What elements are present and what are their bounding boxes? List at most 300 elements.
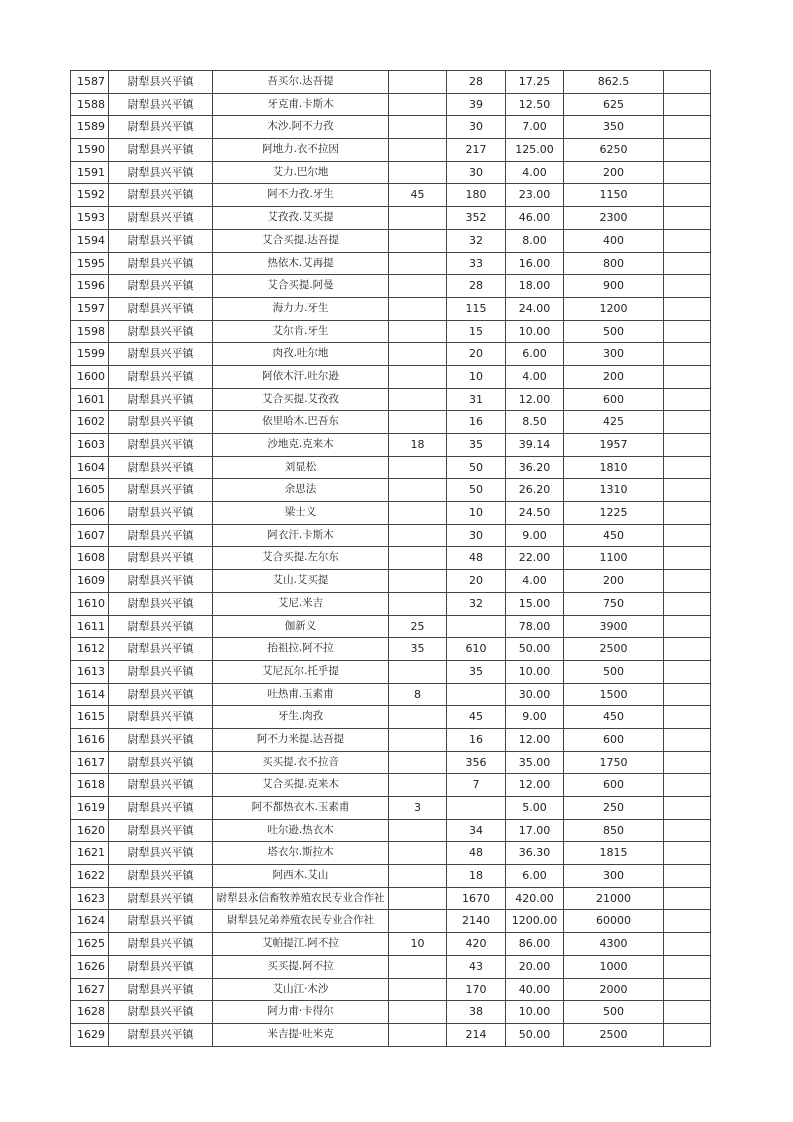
cell-row-number: 1588: [71, 93, 109, 116]
cell-row-number: 1624: [71, 910, 109, 933]
cell-count-a: [389, 570, 447, 593]
cell-remark: [664, 184, 711, 207]
cell-township: 尉犁县兴平镇: [109, 706, 213, 729]
cell-amount: 9.00: [506, 706, 564, 729]
cell-remark: [664, 207, 711, 230]
cell-row-number: 1617: [71, 751, 109, 774]
table-row: [71, 320, 711, 343]
cell-row-number: 1601: [71, 388, 109, 411]
cell-name: 伽新义: [213, 615, 389, 638]
table-row: [71, 887, 711, 910]
table-row: [71, 842, 711, 865]
cell-count-a: [389, 728, 447, 751]
cell-name: 艾尼.米吉: [213, 592, 389, 615]
cell-row-number: 1615: [71, 706, 109, 729]
cell-amount: 16.00: [506, 252, 564, 275]
cell-subsidy: 250: [564, 797, 664, 820]
cell-remark: [664, 955, 711, 978]
cell-name: 吐尔逊.热衣木: [213, 819, 389, 842]
cell-remark: [664, 434, 711, 457]
cell-name: 依里哈木.巴吾东: [213, 411, 389, 434]
cell-count-a: [389, 706, 447, 729]
table-row: [71, 592, 711, 615]
cell-amount: 8.50: [506, 411, 564, 434]
cell-count-b: 34: [447, 819, 506, 842]
cell-amount: 18.00: [506, 275, 564, 298]
cell-township: 尉犁县兴平镇: [109, 161, 213, 184]
cell-township: 尉犁县兴平镇: [109, 1023, 213, 1046]
table-row: [71, 660, 711, 683]
cell-row-number: 1596: [71, 275, 109, 298]
cell-name: 牙生.肉孜: [213, 706, 389, 729]
cell-amount: 17.00: [506, 819, 564, 842]
cell-count-b: 356: [447, 751, 506, 774]
table-row: [71, 411, 711, 434]
cell-name: 阿地力.衣不拉因: [213, 139, 389, 162]
cell-subsidy: 2300: [564, 207, 664, 230]
cell-amount: 17.25: [506, 71, 564, 94]
cell-remark: [664, 71, 711, 94]
cell-amount: 24.00: [506, 297, 564, 320]
cell-name: 阿西木.艾山: [213, 865, 389, 888]
cell-amount: 12.00: [506, 388, 564, 411]
cell-township: 尉犁县兴平镇: [109, 638, 213, 661]
cell-subsidy: 1000: [564, 955, 664, 978]
cell-remark: [664, 229, 711, 252]
cell-count-a: [389, 502, 447, 525]
cell-count-b: 7: [447, 774, 506, 797]
table-row: [71, 184, 711, 207]
cell-subsidy: 500: [564, 320, 664, 343]
cell-amount: 50.00: [506, 638, 564, 661]
table-row: [71, 797, 711, 820]
cell-amount: 22.00: [506, 547, 564, 570]
table-row: [71, 1023, 711, 1046]
cell-count-a: [389, 229, 447, 252]
cell-amount: 6.00: [506, 343, 564, 366]
cell-count-a: 3: [389, 797, 447, 820]
cell-subsidy: 600: [564, 388, 664, 411]
cell-row-number: 1607: [71, 524, 109, 547]
cell-name: 买买提.衣不拉音: [213, 751, 389, 774]
cell-subsidy: 2500: [564, 1023, 664, 1046]
cell-amount: 420.00: [506, 887, 564, 910]
cell-name: 艾尼瓦尔.托乎提: [213, 660, 389, 683]
cell-name: 吐热甫.玉素甫: [213, 683, 389, 706]
cell-township: 尉犁县兴平镇: [109, 365, 213, 388]
cell-row-number: 1598: [71, 320, 109, 343]
cell-township: 尉犁县兴平镇: [109, 751, 213, 774]
cell-row-number: 1587: [71, 71, 109, 94]
cell-subsidy: 600: [564, 774, 664, 797]
cell-count-a: [389, 547, 447, 570]
cell-count-b: 39: [447, 93, 506, 116]
cell-subsidy: 1200: [564, 297, 664, 320]
cell-subsidy: 900: [564, 275, 664, 298]
cell-row-number: 1594: [71, 229, 109, 252]
cell-count-a: [389, 71, 447, 94]
cell-remark: [664, 161, 711, 184]
cell-township: 尉犁县兴平镇: [109, 479, 213, 502]
cell-count-a: [389, 910, 447, 933]
cell-row-number: 1629: [71, 1023, 109, 1046]
cell-count-a: [389, 297, 447, 320]
cell-amount: 7.00: [506, 116, 564, 139]
cell-subsidy: 200: [564, 161, 664, 184]
cell-name: 艾尔肯.牙生: [213, 320, 389, 343]
cell-name: 吾买尔.达吾提: [213, 71, 389, 94]
cell-row-number: 1618: [71, 774, 109, 797]
cell-amount: 9.00: [506, 524, 564, 547]
cell-amount: 23.00: [506, 184, 564, 207]
cell-name: 肉孜.吐尔地: [213, 343, 389, 366]
cell-count-b: [447, 615, 506, 638]
cell-township: 尉犁县兴平镇: [109, 207, 213, 230]
cell-amount: 1200.00: [506, 910, 564, 933]
cell-remark: [664, 320, 711, 343]
cell-row-number: 1599: [71, 343, 109, 366]
cell-township: 尉犁县兴平镇: [109, 910, 213, 933]
cell-row-number: 1625: [71, 933, 109, 956]
cell-name: 阿衣汗.卡斯木: [213, 524, 389, 547]
cell-count-a: [389, 1023, 447, 1046]
cell-township: 尉犁县兴平镇: [109, 297, 213, 320]
cell-count-b: 32: [447, 592, 506, 615]
table-row: [71, 955, 711, 978]
cell-row-number: 1603: [71, 434, 109, 457]
cell-remark: [664, 139, 711, 162]
cell-count-b: 16: [447, 411, 506, 434]
cell-count-b: 31: [447, 388, 506, 411]
cell-township: 尉犁县兴平镇: [109, 887, 213, 910]
table-row: [71, 819, 711, 842]
cell-name: 热依木.艾再提: [213, 252, 389, 275]
cell-subsidy: 800: [564, 252, 664, 275]
cell-amount: 20.00: [506, 955, 564, 978]
cell-count-b: 15: [447, 320, 506, 343]
cell-subsidy: 600: [564, 728, 664, 751]
cell-subsidy: 1750: [564, 751, 664, 774]
table-row: [71, 434, 711, 457]
cell-subsidy: 1100: [564, 547, 664, 570]
table-row: [71, 456, 711, 479]
cell-count-a: [389, 161, 447, 184]
cell-subsidy: 300: [564, 343, 664, 366]
cell-count-a: [389, 365, 447, 388]
cell-name: 阿力甫·卡得尔: [213, 1001, 389, 1024]
cell-remark: [664, 1023, 711, 1046]
cell-row-number: 1623: [71, 887, 109, 910]
table-row: [71, 774, 711, 797]
cell-subsidy: 21000: [564, 887, 664, 910]
cell-name: 阿不力孜.牙生: [213, 184, 389, 207]
cell-remark: [664, 706, 711, 729]
cell-subsidy: 1310: [564, 479, 664, 502]
cell-row-number: 1610: [71, 592, 109, 615]
cell-count-b: 115: [447, 297, 506, 320]
cell-township: 尉犁县兴平镇: [109, 229, 213, 252]
cell-township: 尉犁县兴平镇: [109, 774, 213, 797]
cell-name: 米吉提·吐米克: [213, 1023, 389, 1046]
cell-count-b: 28: [447, 275, 506, 298]
cell-amount: 4.00: [506, 570, 564, 593]
cell-township: 尉犁县兴平镇: [109, 456, 213, 479]
cell-name: 梁士义: [213, 502, 389, 525]
cell-remark: [664, 343, 711, 366]
cell-count-b: 48: [447, 842, 506, 865]
cell-count-b: 214: [447, 1023, 506, 1046]
cell-remark: [664, 297, 711, 320]
cell-row-number: 1605: [71, 479, 109, 502]
cell-count-b: 38: [447, 1001, 506, 1024]
cell-name: 艾孜孜.艾买提: [213, 207, 389, 230]
cell-count-b: 1670: [447, 887, 506, 910]
cell-township: 尉犁县兴平镇: [109, 797, 213, 820]
cell-count-a: 35: [389, 638, 447, 661]
cell-count-a: [389, 955, 447, 978]
cell-remark: [664, 910, 711, 933]
cell-count-b: 170: [447, 978, 506, 1001]
cell-row-number: 1600: [71, 365, 109, 388]
cell-subsidy: 425: [564, 411, 664, 434]
cell-count-a: 25: [389, 615, 447, 638]
cell-remark: [664, 865, 711, 888]
cell-count-a: [389, 887, 447, 910]
cell-township: 尉犁县兴平镇: [109, 615, 213, 638]
cell-subsidy: 450: [564, 524, 664, 547]
cell-row-number: 1595: [71, 252, 109, 275]
cell-count-b: 217: [447, 139, 506, 162]
cell-amount: 4.00: [506, 365, 564, 388]
cell-name: 海力力.牙生: [213, 297, 389, 320]
cell-amount: 40.00: [506, 978, 564, 1001]
cell-subsidy: 500: [564, 1001, 664, 1024]
cell-subsidy: 200: [564, 365, 664, 388]
cell-township: 尉犁县兴平镇: [109, 547, 213, 570]
cell-remark: [664, 728, 711, 751]
cell-subsidy: 300: [564, 865, 664, 888]
cell-township: 尉犁县兴平镇: [109, 184, 213, 207]
cell-remark: [664, 887, 711, 910]
cell-name: 尉犁县兄弟养殖农民专业合作社: [213, 910, 389, 933]
cell-name: 艾合买提.克来木: [213, 774, 389, 797]
cell-remark: [664, 978, 711, 1001]
cell-count-b: 33: [447, 252, 506, 275]
cell-subsidy: 750: [564, 592, 664, 615]
cell-count-a: [389, 411, 447, 434]
table-row: [71, 978, 711, 1001]
cell-count-b: 50: [447, 479, 506, 502]
cell-subsidy: 850: [564, 819, 664, 842]
cell-subsidy: 1810: [564, 456, 664, 479]
cell-township: 尉犁县兴平镇: [109, 570, 213, 593]
table-row: [71, 910, 711, 933]
cell-count-b: 610: [447, 638, 506, 661]
cell-amount: 10.00: [506, 1001, 564, 1024]
cell-name: 买买提.阿不拉: [213, 955, 389, 978]
cell-amount: 10.00: [506, 320, 564, 343]
cell-count-a: [389, 275, 447, 298]
table-row: [71, 865, 711, 888]
cell-remark: [664, 570, 711, 593]
cell-subsidy: 1815: [564, 842, 664, 865]
cell-remark: [664, 638, 711, 661]
cell-remark: [664, 819, 711, 842]
cell-subsidy: 1150: [564, 184, 664, 207]
cell-count-a: [389, 819, 447, 842]
cell-count-a: [389, 139, 447, 162]
cell-count-a: [389, 660, 447, 683]
cell-count-b: 2140: [447, 910, 506, 933]
cell-township: 尉犁县兴平镇: [109, 343, 213, 366]
cell-count-a: 18: [389, 434, 447, 457]
cell-count-a: [389, 592, 447, 615]
table-row: [71, 297, 711, 320]
cell-amount: 35.00: [506, 751, 564, 774]
cell-count-b: 50: [447, 456, 506, 479]
table-row: [71, 252, 711, 275]
cell-remark: [664, 93, 711, 116]
cell-row-number: 1612: [71, 638, 109, 661]
cell-amount: 36.20: [506, 456, 564, 479]
cell-amount: 78.00: [506, 615, 564, 638]
cell-name: 尉犁县永信畜牧养殖农民专业合作社: [213, 887, 389, 910]
cell-row-number: 1597: [71, 297, 109, 320]
cell-township: 尉犁县兴平镇: [109, 388, 213, 411]
table-row: [71, 365, 711, 388]
cell-township: 尉犁县兴平镇: [109, 434, 213, 457]
table-row: [71, 93, 711, 116]
table-row: [71, 683, 711, 706]
cell-township: 尉犁县兴平镇: [109, 592, 213, 615]
cell-amount: 8.00: [506, 229, 564, 252]
cell-name: 刘显松: [213, 456, 389, 479]
cell-count-b: [447, 797, 506, 820]
cell-count-a: [389, 93, 447, 116]
cell-subsidy: 500: [564, 660, 664, 683]
cell-count-a: [389, 524, 447, 547]
cell-remark: [664, 751, 711, 774]
cell-name: 艾山江·木沙: [213, 978, 389, 1001]
cell-name: 艾力.巴尔地: [213, 161, 389, 184]
cell-count-a: [389, 343, 447, 366]
cell-remark: [664, 116, 711, 139]
cell-name: 艾合买提.达吾提: [213, 229, 389, 252]
table-row: [71, 207, 711, 230]
cell-row-number: 1613: [71, 660, 109, 683]
cell-remark: [664, 411, 711, 434]
table-row: [71, 275, 711, 298]
cell-subsidy: 400: [564, 229, 664, 252]
cell-count-a: [389, 456, 447, 479]
cell-count-b: 420: [447, 933, 506, 956]
cell-amount: 50.00: [506, 1023, 564, 1046]
cell-count-b: 45: [447, 706, 506, 729]
table-row: [71, 388, 711, 411]
cell-subsidy: 3900: [564, 615, 664, 638]
cell-count-b: 35: [447, 660, 506, 683]
cell-count-b: 18: [447, 865, 506, 888]
cell-count-b: 10: [447, 365, 506, 388]
cell-subsidy: 450: [564, 706, 664, 729]
cell-township: 尉犁县兴平镇: [109, 865, 213, 888]
cell-name: 艾山.艾买提: [213, 570, 389, 593]
cell-row-number: 1621: [71, 842, 109, 865]
table-row: [71, 229, 711, 252]
cell-amount: 46.00: [506, 207, 564, 230]
cell-remark: [664, 615, 711, 638]
cell-count-a: [389, 320, 447, 343]
cell-name: 阿依木汗.吐尔逊: [213, 365, 389, 388]
table-row: [71, 161, 711, 184]
cell-row-number: 1593: [71, 207, 109, 230]
cell-township: 尉犁县兴平镇: [109, 411, 213, 434]
cell-township: 尉犁县兴平镇: [109, 93, 213, 116]
cell-remark: [664, 660, 711, 683]
cell-count-a: 8: [389, 683, 447, 706]
cell-count-b: 180: [447, 184, 506, 207]
cell-count-b: 20: [447, 570, 506, 593]
cell-remark: [664, 1001, 711, 1024]
cell-remark: [664, 842, 711, 865]
table-row: [71, 570, 711, 593]
table-row: [71, 638, 711, 661]
cell-amount: 26.20: [506, 479, 564, 502]
cell-township: 尉犁县兴平镇: [109, 139, 213, 162]
cell-amount: 12.50: [506, 93, 564, 116]
cell-amount: 30.00: [506, 683, 564, 706]
cell-remark: [664, 365, 711, 388]
cell-township: 尉犁县兴平镇: [109, 252, 213, 275]
cell-amount: 125.00: [506, 139, 564, 162]
cell-count-b: 30: [447, 161, 506, 184]
cell-township: 尉犁县兴平镇: [109, 978, 213, 1001]
cell-township: 尉犁县兴平镇: [109, 320, 213, 343]
cell-township: 尉犁县兴平镇: [109, 524, 213, 547]
cell-subsidy: 60000: [564, 910, 664, 933]
cell-count-a: [389, 388, 447, 411]
cell-remark: [664, 252, 711, 275]
cell-row-number: 1592: [71, 184, 109, 207]
cell-count-b: 20: [447, 343, 506, 366]
cell-township: 尉犁县兴平镇: [109, 842, 213, 865]
cell-amount: 5.00: [506, 797, 564, 820]
cell-count-a: [389, 1001, 447, 1024]
cell-township: 尉犁县兴平镇: [109, 819, 213, 842]
cell-amount: 4.00: [506, 161, 564, 184]
data-table: [70, 70, 711, 1047]
cell-count-a: [389, 774, 447, 797]
cell-township: 尉犁县兴平镇: [109, 933, 213, 956]
table-row: [71, 502, 711, 525]
cell-row-number: 1611: [71, 615, 109, 638]
cell-remark: [664, 388, 711, 411]
cell-row-number: 1620: [71, 819, 109, 842]
cell-row-number: 1627: [71, 978, 109, 1001]
cell-township: 尉犁县兴平镇: [109, 683, 213, 706]
cell-count-b: 30: [447, 116, 506, 139]
cell-row-number: 1622: [71, 865, 109, 888]
table-row: [71, 547, 711, 570]
cell-row-number: 1628: [71, 1001, 109, 1024]
cell-count-a: [389, 978, 447, 1001]
table-row: [71, 479, 711, 502]
cell-remark: [664, 933, 711, 956]
cell-township: 尉犁县兴平镇: [109, 1001, 213, 1024]
cell-remark: [664, 275, 711, 298]
cell-subsidy: 1500: [564, 683, 664, 706]
cell-amount: 36.30: [506, 842, 564, 865]
